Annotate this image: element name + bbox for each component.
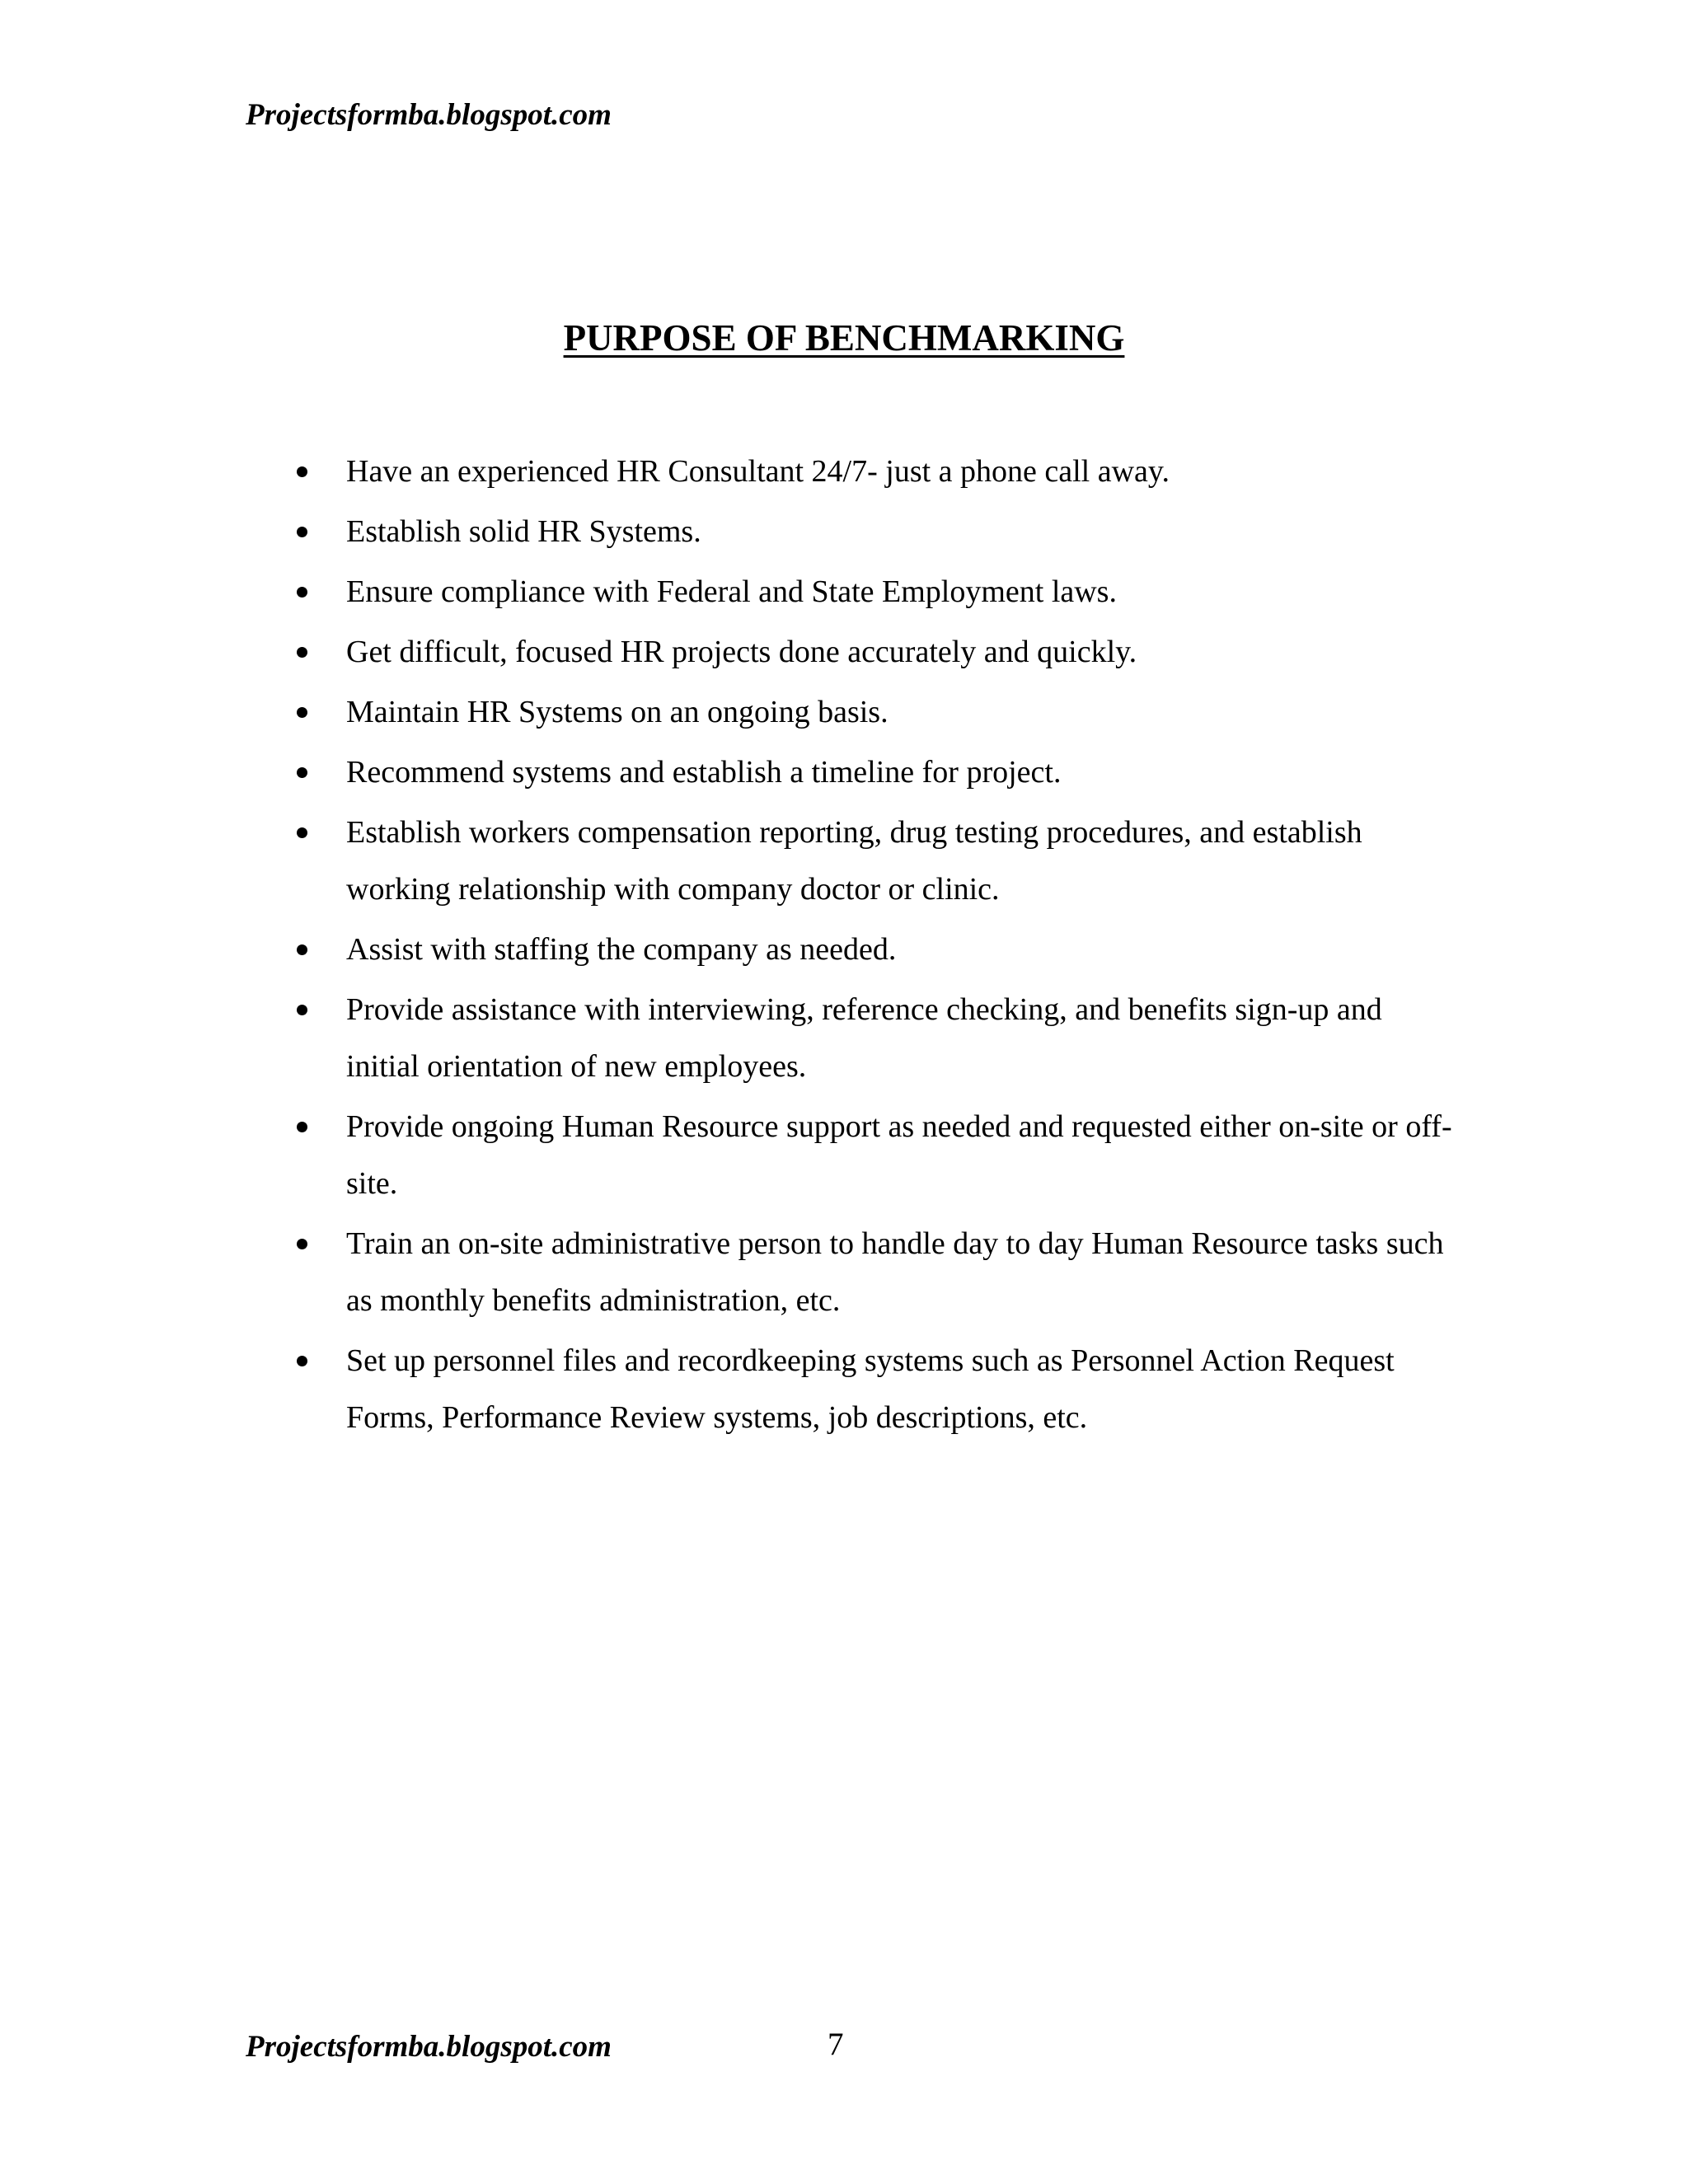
list-item-text: Provide assistance with interviewing, reference checking, and benefits sign-up and initial orientation of new employees.: [346, 992, 1382, 1084]
list-item: [290, 504, 1461, 560]
list-item-text: Provide ongoing Human Resource support as needed and requested either on-site or off-site.: [346, 1109, 1452, 1201]
list-item: [290, 1216, 1461, 1329]
list-item-text: Establish solid HR Systems.: [346, 514, 701, 549]
page-number: 7: [828, 2027, 844, 2062]
list-item-text: Ensure compliance with Federal and State Employment laws.: [346, 574, 1117, 609]
list-item-text: Assist with staffing the company as needed.: [346, 932, 897, 967]
list-item: [290, 921, 1461, 978]
list-item: [290, 982, 1461, 1095]
list-item: [290, 624, 1461, 681]
bullet-icon: [297, 587, 307, 598]
purpose-list: [290, 443, 1461, 1450]
list-item: [290, 1099, 1461, 1212]
list-item-text: Train an on-site administrative person to handle day to day Human Resource tasks such as monthly benefits administration, etc.: [346, 1226, 1444, 1318]
header-site-name: Projectsformba.blogspot.com: [246, 98, 612, 132]
list-item-text: Get difficult, focused HR projects done accurately and quickly.: [346, 635, 1137, 669]
bullet-icon: [297, 527, 307, 537]
list-item: [290, 564, 1461, 621]
list-item-text: Maintain HR Systems on an ongoing basis.: [346, 695, 889, 729]
list-item: [290, 744, 1461, 801]
page-title: PURPOSE OF BENCHMARKING: [563, 317, 1125, 359]
list-item: [290, 684, 1461, 741]
bullet-icon: [297, 1239, 307, 1249]
bullet-icon: [297, 707, 307, 718]
bullet-icon: [297, 827, 307, 838]
bullet-icon: [297, 1122, 307, 1132]
bullet-icon: [297, 647, 307, 658]
list-item: [290, 1333, 1461, 1446]
footer-site-name: Projectsformba.blogspot.com: [246, 2030, 612, 2064]
list-item: [290, 443, 1461, 500]
bullet-icon: [297, 944, 307, 955]
list-item-text: Have an experienced HR Consultant 24/7- just a phone call away.: [346, 454, 1170, 489]
list-item-text: Set up personnel files and recordkeeping systems such as Personnel Action Request Forms, Performance Review systems, job descriptions, etc.: [346, 1343, 1395, 1435]
list-item-text: Establish workers compensation reporting, drug testing procedures, and establish working relationship with company doctor or clinic.: [346, 815, 1362, 907]
bullet-icon: [297, 1356, 307, 1366]
list-item-text: Recommend systems and establish a timeline for project.: [346, 755, 1062, 790]
bullet-icon: [297, 1005, 307, 1015]
list-item: [290, 804, 1461, 918]
bullet-icon: [297, 767, 307, 778]
bullet-icon: [297, 466, 307, 477]
